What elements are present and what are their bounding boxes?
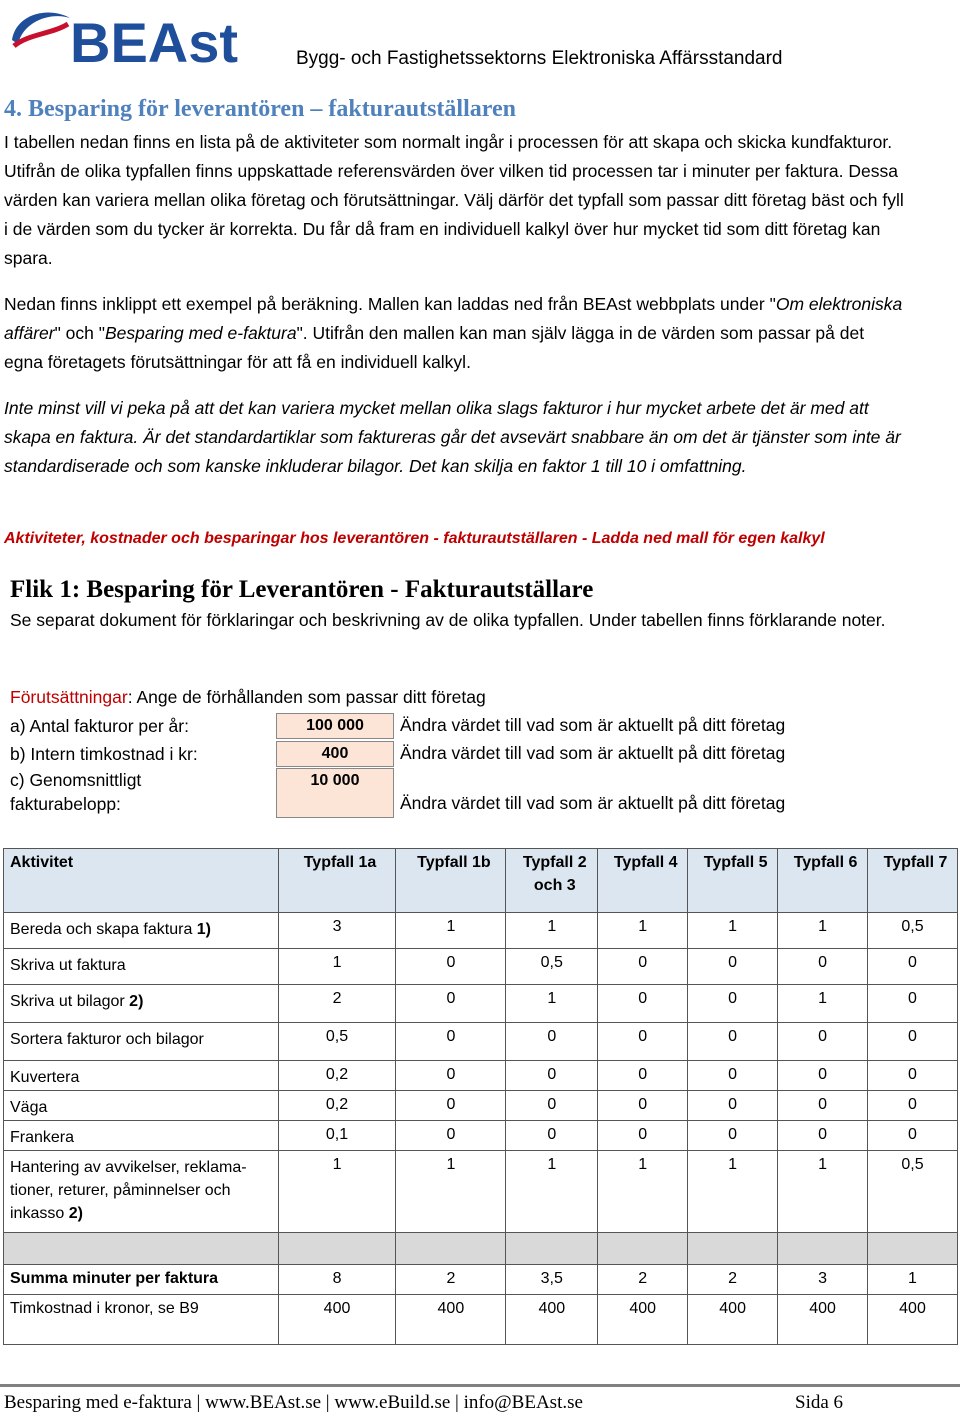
activity-value: 0,2 [278, 1061, 396, 1091]
avg-invoice-amount-label: c) Genomsnittligt fakturabelopp: [10, 770, 142, 814]
activity-value: 0 [688, 985, 778, 1023]
cost-value: 400 [278, 1295, 396, 1345]
table-row [4, 1151, 958, 1233]
sum-value: 3 [778, 1265, 868, 1295]
activity-value: 0 [506, 1023, 598, 1061]
sum-label: Summa minuter per faktura [4, 1265, 279, 1295]
activity-value: 0 [598, 1061, 688, 1091]
activity-value: 0 [396, 1121, 506, 1151]
activity-value: 0 [868, 1121, 958, 1151]
activity-value: 1 [778, 1151, 868, 1233]
change-note-b: Ändra värdet till vad som är aktuellt på ditt företag [400, 743, 786, 763]
activity-value: 0 [778, 1121, 868, 1151]
download-template-link[interactable]: Aktiviteter, kostnader och besparingar hos leverantören - fakturautställaren - Ladda ned mall för egen kalkyl [4, 530, 825, 547]
col-typfall-5: Typfall 5 [688, 849, 778, 913]
activity-value: 0 [688, 949, 778, 985]
hourly-cost-label: b) Intern timkostnad i kr: [10, 744, 198, 764]
activity-name: Väga [4, 1091, 279, 1121]
sum-value: 1 [868, 1265, 958, 1295]
header-tagline: Bygg- och Fastighetssektorns Elektroniska Affärsstandard [296, 48, 783, 69]
table-row [4, 949, 958, 985]
activity-value: 0 [396, 1023, 506, 1061]
page-number: Sida 6 [795, 1392, 844, 1413]
spacer-row [4, 1233, 958, 1265]
activity-value: 1 [396, 913, 506, 949]
activity-value: 0 [688, 1121, 778, 1151]
activity-value: 1 [278, 949, 396, 985]
cost-value: 400 [688, 1295, 778, 1345]
activity-value: 1 [688, 1151, 778, 1233]
activity-value: 0 [868, 985, 958, 1023]
activity-value: 1 [506, 985, 598, 1023]
col-typfall-1a: Typfall 1a [278, 849, 396, 913]
activity-value: 0 [868, 1023, 958, 1061]
table-row [4, 1091, 958, 1121]
beast-logo [8, 4, 248, 70]
activity-value: 1 [778, 913, 868, 949]
sum-value: 2 [396, 1265, 506, 1295]
activity-value: 1 [598, 1151, 688, 1233]
col-typfall-1b: Typfall 1b [396, 849, 506, 913]
cost-value: 400 [396, 1295, 506, 1345]
activity-value: 0,1 [278, 1121, 396, 1151]
activity-value: 1 [506, 913, 598, 949]
activity-name: Frankera [4, 1121, 279, 1151]
activity-value: 0,2 [278, 1091, 396, 1121]
activity-value: 0 [506, 1121, 598, 1151]
activity-value: 0 [778, 1023, 868, 1061]
activity-name: Sortera fakturor och bilagor [4, 1023, 279, 1061]
activity-value: 0 [868, 1061, 958, 1091]
invoices-per-year-label: a) Antal fakturor per år: [10, 716, 189, 736]
col-aktivitet: Aktivitet [4, 849, 279, 913]
variation-note: Inte minst vill vi peka på att det kan variera mycket mellan olika slags fakturor i hur mycket arbete det är med att skapa en faktura. Är det standardartiklar som faktureras går det avsevärt snabbare än om det är tjänster som inte är standardiserade och som kanske inkluderar bilagor. Det kan skilja en faktor 1 till 10 i omfattning. [4, 398, 901, 476]
hourly-cost-input[interactable]: 400 [276, 741, 394, 767]
conditions-heading: Förutsättningar: Ange de förhållanden som passar ditt företag [10, 687, 486, 707]
activity-value: 0 [396, 949, 506, 985]
activity-value: 0 [688, 1061, 778, 1091]
col-typfall-4: Typfall 4 [598, 849, 688, 913]
activity-value: 0 [506, 1061, 598, 1091]
cost-label: Timkostnad i kronor, se B9 [4, 1295, 279, 1345]
table-row [4, 1023, 958, 1061]
activity-value: 1 [278, 1151, 396, 1233]
activity-value: 1 [778, 985, 868, 1023]
activity-value: 1 [598, 913, 688, 949]
activity-value: 3 [278, 913, 396, 949]
activity-value: 0 [396, 1091, 506, 1121]
activity-value: 0 [598, 1091, 688, 1121]
cost-value: 400 [506, 1295, 598, 1345]
activity-value: 0 [778, 949, 868, 985]
activity-table [3, 848, 958, 1345]
footer-links: Besparing med e-faktura | www.BEAst.se | www.eBuild.se | info@BEAst.se [4, 1392, 583, 1413]
example-paragraph: Nedan finns inklippt ett exempel på beräkning. Mallen kan laddas ned från BEAst webbplats under "Om elektroniska affärer" och "Besparing med e-faktura". Utifrån den mallen kan man själv lägga in de värden som passar på det egna företagets förutsättningar för att få en individuell kalkyl. [4, 294, 903, 372]
intro-paragraph: I tabellen nedan finns en lista på de aktiviteter som normalt ingår i processen för att skapa och skicka kundfakturor. Utifrån de olika typfallen finns uppskattade referensvärden över vilken tid processen tar i minuter per faktura. Dessa värden kan variera mellan olika företag och förutsättningar. Välj därför det typfall som passar ditt företag bäst och fyll i de värden som du tycker är korrekta. Du får då fram en individuell kalkyl över hur mycket tid som ditt företag kan spara. [4, 132, 904, 268]
activity-value: 0,5 [868, 1151, 958, 1233]
col-typfall-6: Typfall 6 [778, 849, 868, 913]
col-typfall-2-3: Typfall 2 och 3 [506, 849, 598, 913]
activity-name: Hantering av avvikelser, reklama-tioner, returer, påminnelser och inkasso 2) [4, 1151, 279, 1233]
sum-value: 3,5 [506, 1265, 598, 1295]
logo-text: BEAst [70, 11, 239, 70]
flik-title: Flik 1: Besparing för Leverantören - Fakturautställare [10, 576, 594, 603]
cost-value: 400 [868, 1295, 958, 1345]
table-header-row [4, 849, 958, 913]
sum-value: 2 [598, 1265, 688, 1295]
activity-name: Bereda och skapa faktura 1) [4, 913, 279, 949]
activity-value: 0 [868, 1091, 958, 1121]
link-besparing-med-e-faktura: Besparing med e-faktura [104, 323, 297, 343]
activity-value: 0 [598, 1121, 688, 1151]
activity-name: Kuvertera [4, 1061, 279, 1091]
activity-value: 0 [598, 1023, 688, 1061]
activity-value: 0 [396, 1061, 506, 1091]
activity-value: 0,5 [278, 1023, 396, 1061]
link-om-elektroniska-affarer: Om elektroniska affärer [4, 294, 903, 343]
activity-value: 0,5 [506, 949, 598, 985]
activity-value: 0 [598, 985, 688, 1023]
invoices-per-year-input[interactable]: 100 000 [276, 713, 394, 739]
activity-value: 0 [688, 1023, 778, 1061]
cost-value: 400 [598, 1295, 688, 1345]
footer-divider [0, 1384, 960, 1387]
activity-value: 0 [688, 1091, 778, 1121]
change-note-c: Ändra värdet till vad som är aktuellt på ditt företag [400, 793, 786, 813]
activity-value: 0 [778, 1061, 868, 1091]
activity-value: 0 [598, 949, 688, 985]
section-title: 4. Besparing för leverantören – fakturautställaren [4, 96, 516, 122]
activity-name: Skriva ut bilagor 2) [4, 985, 279, 1023]
sum-row [4, 1265, 958, 1295]
sum-value: 8 [278, 1265, 396, 1295]
table-row [4, 985, 958, 1023]
table-row [4, 913, 958, 949]
col-typfall-7: Typfall 7 [868, 849, 958, 913]
activity-value: 0,5 [868, 913, 958, 949]
table-row [4, 1121, 958, 1151]
activity-value: 0 [506, 1091, 598, 1121]
activity-name: Skriva ut faktura [4, 949, 279, 985]
activity-value: 1 [396, 1151, 506, 1233]
activity-value: 1 [688, 913, 778, 949]
activity-value: 0 [868, 949, 958, 985]
sum-value: 2 [688, 1265, 778, 1295]
flik-subtitle: Se separat dokument för förklaringar och beskrivning av de olika typfallen. Under tabellen finns förklarande noter. [10, 610, 886, 630]
cost-row [4, 1295, 958, 1345]
activity-value: 0 [778, 1091, 868, 1121]
table-row [4, 1061, 958, 1091]
activity-value: 1 [506, 1151, 598, 1233]
activity-value: 0 [396, 985, 506, 1023]
avg-invoice-amount-input[interactable]: 10 000 [276, 768, 394, 818]
activity-value: 2 [278, 985, 396, 1023]
change-note-a: Ändra värdet till vad som är aktuellt på ditt företag [400, 715, 786, 735]
cost-value: 400 [778, 1295, 868, 1345]
